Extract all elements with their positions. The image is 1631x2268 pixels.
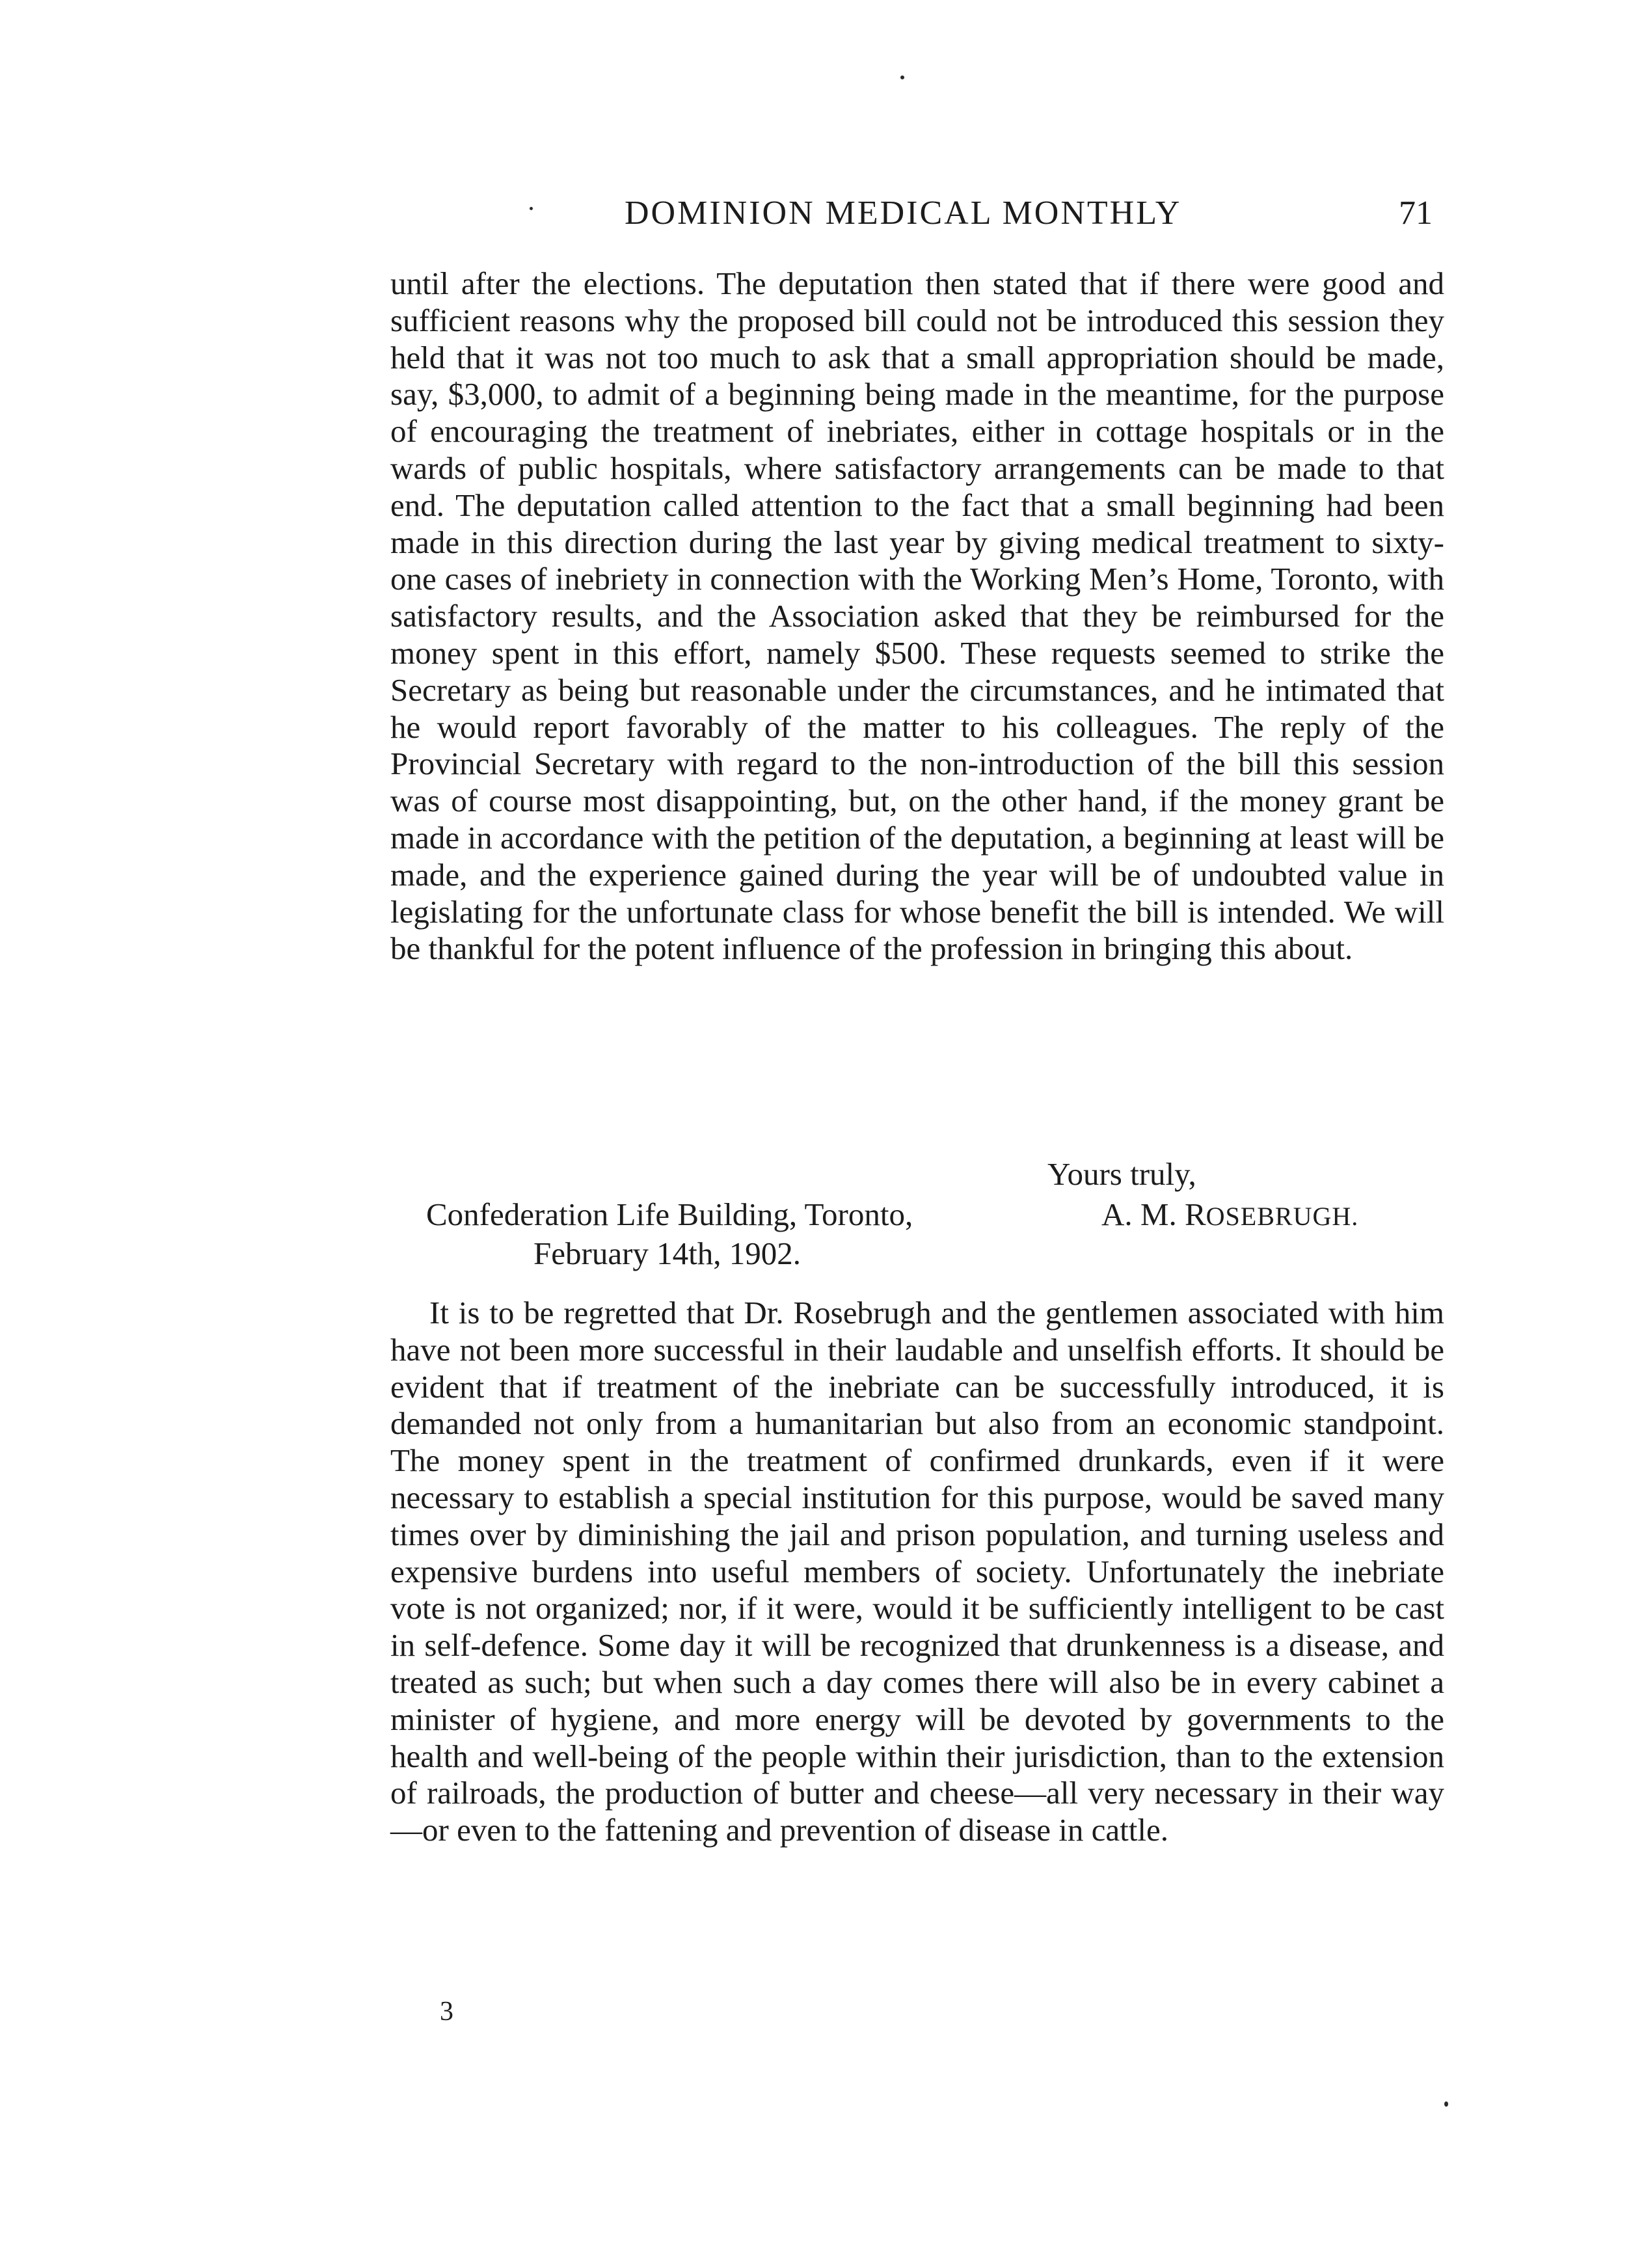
editorial-paragraph: It is to be regretted that Dr. Rosebrugh and the gentlemen associated with him have not been more successful in their laudable and unselfish efforts. It should be evident that if treatment of the inebriate can be successfully introduced, it is demanded not only from a humanitarian but also from an economic standpoint. The money spent in the treatment of confirmed drunkards, even if it were necessary to establish a special institution for this purpose, would be saved many times over by diminishing the jail and prison population, and turning useless and expensive burdens into useful members of society. Unfortunately the inebriate vote is not organized; nor, if it were, would it be sufficiently intelligent to be cast in self-defence. Some day it will be recognized that drunkenness is a disease, and treated as such; but when such a day comes there will also be in every cabinet a minister of hygiene, and more energy will be devoted by governments to the health and well-being of the people within their jurisdiction, than to the extension of railroads, the production of butter and cheese—all very necessary in their way—or even to the fattening and prevention of disease in cattle.	[390, 1295, 1444, 1848]
print-speck-head	[530, 207, 533, 210]
signatory-initials: A. M. R	[1101, 1196, 1206, 1232]
letter-closing: Yours truly,	[1047, 1156, 1196, 1192]
letter-address: Confederation Life Building, Toronto,	[426, 1196, 913, 1232]
page-number: 71	[1399, 195, 1433, 232]
editorial-body	[390, 1295, 1444, 1849]
print-speck-top	[900, 75, 904, 79]
letter-body	[390, 265, 1444, 967]
letter-date: February 14th, 1902.	[533, 1235, 801, 1271]
print-speck-bottom	[1444, 2101, 1448, 2107]
letter-signatory	[1101, 1196, 1358, 1233]
running-head: DOMINION MEDICAL MONTHLY	[625, 195, 1182, 232]
letter-paragraph: until after the elections. The deputation then stated that if there were good and sufficient reasons why the proposed bill could not be introduced this session they held that it was not too much to ask that a small appropriation should be made, say, $3,000, to admit of a beginning being made in the meantime, for the purpose of encouraging the treatment of inebriates, either in cottage hospitals or in the wards of public hospitals, where satisfactory arrangements can be made to that end. The deputation called attention to the fact that a small beginning had been made in this direction during the last year by giving medical treatment to sixty-one cases of inebriety in connection with the Working Men’s Home, Toronto, with satisfactory results, and the Association asked that they be reimbursed for the money spent in this effort, namely $500. These requests seemed to strike the Secretary as being but reasonable under the circumstances, and he intimated that he would report favorably of the matter to his colleagues. The reply of the Provincial Secretary with regard to the non-introduction of the bill this session was of course most disappointing, but, on the other hand, if the money grant be made in accordance with the petition of the deputation, a beginning at least will be made, and the experience gained during the year will be of undoubted value in legislating for the unfortunate class for whose benefit the bill is intended. We will be thankful for the potent influence of the profession in bringing this about.	[390, 265, 1444, 967]
printer-signature-mark: 3	[440, 1997, 453, 2027]
signatory-surname-smallcaps: OSEBRUGH.	[1206, 1202, 1359, 1231]
